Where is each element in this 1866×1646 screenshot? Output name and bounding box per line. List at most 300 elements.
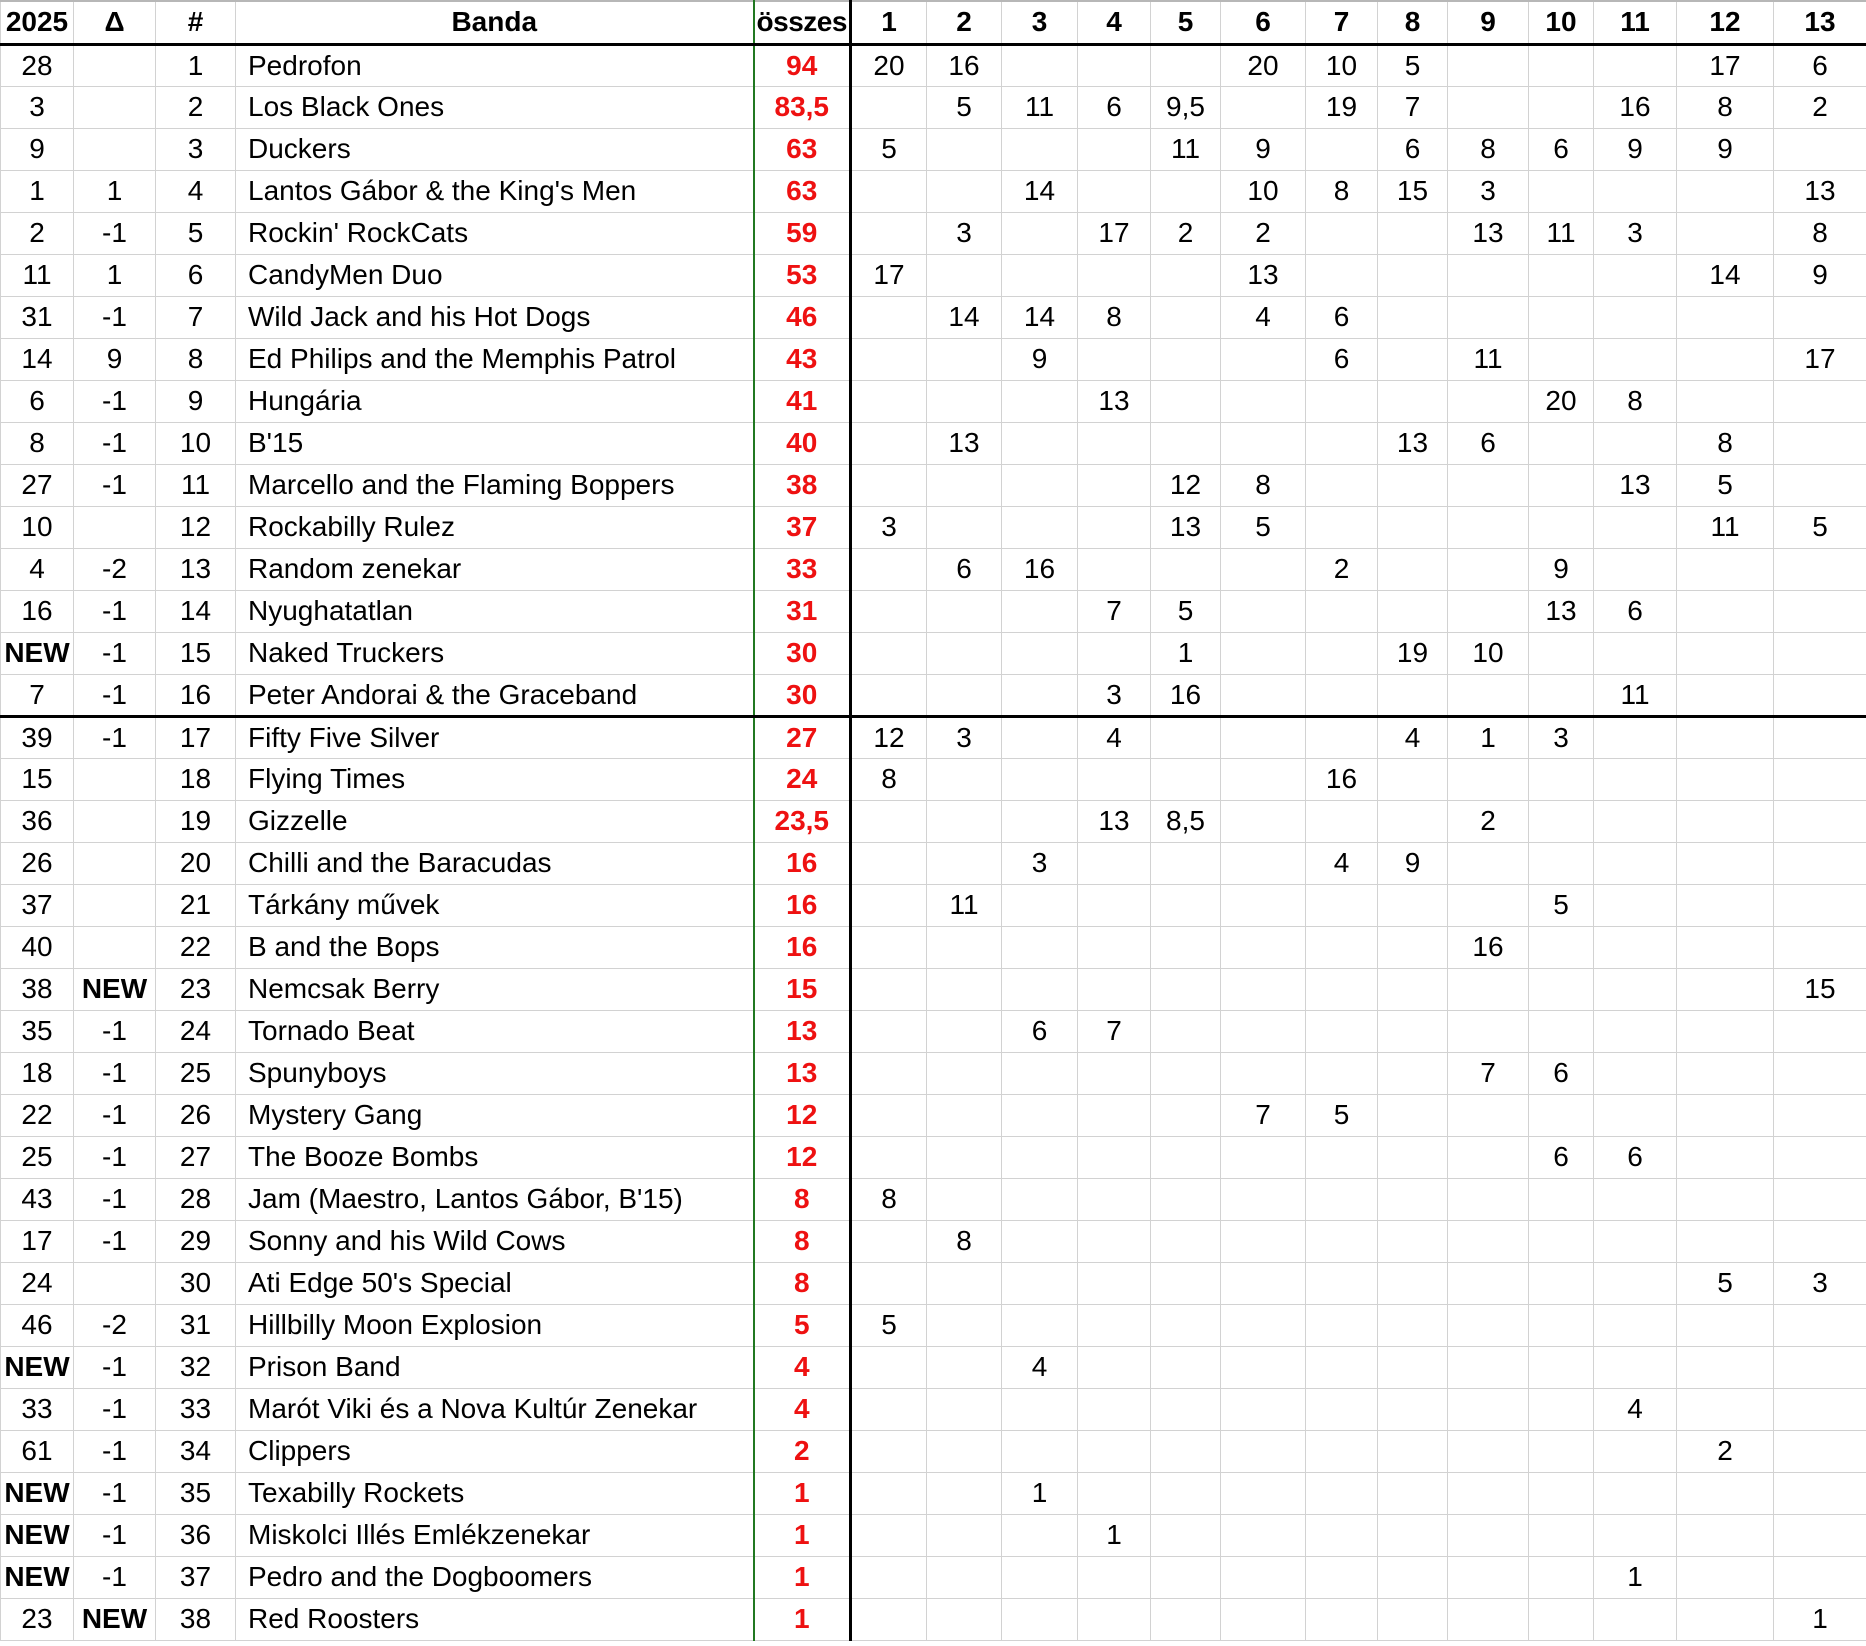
cell-week-4-score[interactable]: [1078, 1136, 1151, 1178]
cell-week-13-score[interactable]: [1774, 380, 1866, 422]
cell-delta[interactable]: [74, 758, 156, 800]
cell-week-5-score[interactable]: [1151, 380, 1221, 422]
cell-week-12-score[interactable]: [1677, 842, 1774, 884]
cell-week-11-score[interactable]: [1594, 1052, 1677, 1094]
cell-week-8-score[interactable]: [1378, 800, 1448, 842]
cell-delta[interactable]: -1: [74, 1094, 156, 1136]
cell-prev-position[interactable]: 38: [1, 968, 74, 1010]
cell-total-score[interactable]: 40: [754, 422, 851, 464]
cell-week-9-score[interactable]: [1448, 1136, 1529, 1178]
cell-prev-position[interactable]: NEW: [1, 1346, 74, 1388]
cell-week-11-score[interactable]: [1594, 506, 1677, 548]
cell-week-11-score[interactable]: [1594, 1094, 1677, 1136]
cell-week-8-score[interactable]: 5: [1378, 44, 1448, 86]
cell-week-8-score[interactable]: [1378, 380, 1448, 422]
cell-week-2-score[interactable]: [927, 1556, 1002, 1598]
cell-week-5-score[interactable]: [1151, 170, 1221, 212]
cell-week-7-score[interactable]: [1306, 1262, 1378, 1304]
cell-week-13-score[interactable]: 13: [1774, 170, 1866, 212]
cell-week-7-score[interactable]: 2: [1306, 548, 1378, 590]
cell-week-12-score[interactable]: 2: [1677, 1430, 1774, 1472]
cell-week-6-score[interactable]: [1221, 674, 1306, 716]
cell-week-1-score[interactable]: [851, 632, 927, 674]
cell-week-7-score[interactable]: [1306, 464, 1378, 506]
cell-week-7-score[interactable]: [1306, 1220, 1378, 1262]
cell-week-10-score[interactable]: [1529, 464, 1594, 506]
cell-week-5-score[interactable]: [1151, 884, 1221, 926]
header-week-1[interactable]: 1: [851, 1, 927, 44]
cell-prev-position[interactable]: 39: [1, 716, 74, 758]
cell-week-3-score[interactable]: 1: [1002, 1472, 1078, 1514]
cell-week-7-score[interactable]: 4: [1306, 842, 1378, 884]
cell-week-8-score[interactable]: [1378, 464, 1448, 506]
cell-week-1-score[interactable]: [851, 1472, 927, 1514]
cell-week-4-score[interactable]: [1078, 1262, 1151, 1304]
cell-week-3-score[interactable]: [1002, 1388, 1078, 1430]
cell-week-3-score[interactable]: 9: [1002, 338, 1078, 380]
cell-week-1-score[interactable]: [851, 380, 927, 422]
cell-week-9-score[interactable]: 1: [1448, 716, 1529, 758]
cell-week-6-score[interactable]: [1221, 548, 1306, 590]
cell-week-7-score[interactable]: [1306, 632, 1378, 674]
cell-week-13-score[interactable]: 9: [1774, 254, 1866, 296]
cell-week-9-score[interactable]: 6: [1448, 422, 1529, 464]
cell-week-4-score[interactable]: [1078, 884, 1151, 926]
cell-week-3-score[interactable]: [1002, 1136, 1078, 1178]
cell-week-8-score[interactable]: 6: [1378, 128, 1448, 170]
cell-week-3-score[interactable]: [1002, 1598, 1078, 1640]
cell-week-4-score[interactable]: 1: [1078, 1514, 1151, 1556]
cell-week-5-score[interactable]: 9,5: [1151, 86, 1221, 128]
cell-week-11-score[interactable]: [1594, 548, 1677, 590]
cell-rank[interactable]: 23: [156, 968, 236, 1010]
cell-week-11-score[interactable]: [1594, 1304, 1677, 1346]
cell-week-2-score[interactable]: 3: [927, 212, 1002, 254]
cell-week-10-score[interactable]: [1529, 1262, 1594, 1304]
cell-week-8-score[interactable]: [1378, 506, 1448, 548]
cell-week-8-score[interactable]: [1378, 212, 1448, 254]
cell-week-13-score[interactable]: [1774, 716, 1866, 758]
cell-total-score[interactable]: 1: [754, 1556, 851, 1598]
cell-week-10-score[interactable]: [1529, 296, 1594, 338]
cell-week-10-score[interactable]: [1529, 170, 1594, 212]
cell-week-7-score[interactable]: 6: [1306, 338, 1378, 380]
cell-week-1-score[interactable]: [851, 1430, 927, 1472]
cell-week-12-score[interactable]: [1677, 1094, 1774, 1136]
header-band[interactable]: Banda: [236, 1, 754, 44]
cell-week-9-score[interactable]: [1448, 968, 1529, 1010]
cell-rank[interactable]: 3: [156, 128, 236, 170]
cell-week-13-score[interactable]: [1774, 1388, 1866, 1430]
cell-week-2-score[interactable]: [927, 1346, 1002, 1388]
cell-week-6-score[interactable]: [1221, 632, 1306, 674]
cell-week-4-score[interactable]: [1078, 758, 1151, 800]
cell-delta[interactable]: -1: [74, 212, 156, 254]
cell-total-score[interactable]: 30: [754, 632, 851, 674]
cell-prev-position[interactable]: 16: [1, 590, 74, 632]
cell-week-2-score[interactable]: [927, 1304, 1002, 1346]
cell-week-1-score[interactable]: [851, 212, 927, 254]
cell-total-score[interactable]: 12: [754, 1094, 851, 1136]
cell-week-12-score[interactable]: [1677, 800, 1774, 842]
cell-week-6-score[interactable]: 10: [1221, 170, 1306, 212]
cell-week-9-score[interactable]: [1448, 1514, 1529, 1556]
cell-week-2-score[interactable]: [927, 506, 1002, 548]
cell-week-2-score[interactable]: [927, 254, 1002, 296]
cell-prev-position[interactable]: 18: [1, 1052, 74, 1094]
cell-week-12-score[interactable]: [1677, 548, 1774, 590]
cell-week-12-score[interactable]: [1677, 1598, 1774, 1640]
cell-total-score[interactable]: 13: [754, 1010, 851, 1052]
cell-prev-position[interactable]: 24: [1, 1262, 74, 1304]
cell-week-12-score[interactable]: 17: [1677, 44, 1774, 86]
cell-total-score[interactable]: 24: [754, 758, 851, 800]
cell-delta[interactable]: -1: [74, 1472, 156, 1514]
cell-total-score[interactable]: 30: [754, 674, 851, 716]
cell-week-4-score[interactable]: [1078, 1346, 1151, 1388]
cell-total-score[interactable]: 8: [754, 1262, 851, 1304]
cell-total-score[interactable]: 4: [754, 1388, 851, 1430]
cell-week-8-score[interactable]: 9: [1378, 842, 1448, 884]
cell-week-12-score[interactable]: 9: [1677, 128, 1774, 170]
cell-week-13-score[interactable]: 2: [1774, 86, 1866, 128]
cell-rank[interactable]: 24: [156, 1010, 236, 1052]
cell-week-10-score[interactable]: 11: [1529, 212, 1594, 254]
cell-band-name[interactable]: Pedrofon: [236, 44, 754, 86]
cell-band-name[interactable]: Hillbilly Moon Explosion: [236, 1304, 754, 1346]
cell-band-name[interactable]: Chilli and the Baracudas: [236, 842, 754, 884]
cell-week-10-score[interactable]: 20: [1529, 380, 1594, 422]
cell-week-6-score[interactable]: [1221, 1010, 1306, 1052]
cell-week-7-score[interactable]: [1306, 1388, 1378, 1430]
cell-week-7-score[interactable]: [1306, 254, 1378, 296]
cell-total-score[interactable]: 59: [754, 212, 851, 254]
cell-total-score[interactable]: 4: [754, 1346, 851, 1388]
cell-week-7-score[interactable]: [1306, 1136, 1378, 1178]
cell-week-1-score[interactable]: 5: [851, 1304, 927, 1346]
cell-week-9-score[interactable]: [1448, 590, 1529, 632]
cell-week-3-score[interactable]: [1002, 1556, 1078, 1598]
cell-week-12-score[interactable]: [1677, 1220, 1774, 1262]
cell-week-6-score[interactable]: [1221, 842, 1306, 884]
cell-week-10-score[interactable]: [1529, 632, 1594, 674]
cell-band-name[interactable]: Random zenekar: [236, 548, 754, 590]
cell-week-1-score[interactable]: [851, 1220, 927, 1262]
cell-week-2-score[interactable]: [927, 1430, 1002, 1472]
cell-week-2-score[interactable]: 6: [927, 548, 1002, 590]
cell-week-12-score[interactable]: [1677, 758, 1774, 800]
cell-rank[interactable]: 26: [156, 1094, 236, 1136]
cell-week-10-score[interactable]: [1529, 254, 1594, 296]
cell-week-11-score[interactable]: 16: [1594, 86, 1677, 128]
cell-band-name[interactable]: Texabilly Rockets: [236, 1472, 754, 1514]
cell-delta[interactable]: -1: [74, 1514, 156, 1556]
cell-rank[interactable]: 19: [156, 800, 236, 842]
cell-week-6-score[interactable]: [1221, 1598, 1306, 1640]
cell-week-6-score[interactable]: 2: [1221, 212, 1306, 254]
cell-week-11-score[interactable]: [1594, 716, 1677, 758]
cell-week-6-score[interactable]: 9: [1221, 128, 1306, 170]
cell-week-11-score[interactable]: [1594, 1598, 1677, 1640]
cell-week-2-score[interactable]: 5: [927, 86, 1002, 128]
cell-week-12-score[interactable]: 5: [1677, 1262, 1774, 1304]
cell-total-score[interactable]: 1: [754, 1598, 851, 1640]
cell-delta[interactable]: NEW: [74, 968, 156, 1010]
cell-week-12-score[interactable]: [1677, 1304, 1774, 1346]
cell-week-1-score[interactable]: [851, 170, 927, 212]
cell-band-name[interactable]: CandyMen Duo: [236, 254, 754, 296]
cell-rank[interactable]: 4: [156, 170, 236, 212]
cell-total-score[interactable]: 37: [754, 506, 851, 548]
cell-week-12-score[interactable]: [1677, 1346, 1774, 1388]
cell-week-11-score[interactable]: 1: [1594, 1556, 1677, 1598]
cell-week-12-score[interactable]: [1677, 338, 1774, 380]
cell-prev-position[interactable]: 31: [1, 296, 74, 338]
cell-week-4-score[interactable]: [1078, 1220, 1151, 1262]
cell-week-2-score[interactable]: [927, 170, 1002, 212]
cell-week-6-score[interactable]: [1221, 1178, 1306, 1220]
cell-rank[interactable]: 31: [156, 1304, 236, 1346]
cell-week-7-score[interactable]: [1306, 1010, 1378, 1052]
cell-week-9-score[interactable]: [1448, 1472, 1529, 1514]
cell-week-1-score[interactable]: [851, 548, 927, 590]
cell-band-name[interactable]: Lantos Gábor & the King's Men: [236, 170, 754, 212]
cell-week-3-score[interactable]: [1002, 758, 1078, 800]
cell-week-13-score[interactable]: [1774, 926, 1866, 968]
cell-week-5-score[interactable]: [1151, 968, 1221, 1010]
cell-week-2-score[interactable]: [927, 1178, 1002, 1220]
cell-band-name[interactable]: Miskolci Illés Emlékzenekar: [236, 1514, 754, 1556]
cell-delta[interactable]: -1: [74, 674, 156, 716]
cell-week-11-score[interactable]: [1594, 1472, 1677, 1514]
cell-week-13-score[interactable]: [1774, 296, 1866, 338]
cell-week-3-score[interactable]: [1002, 884, 1078, 926]
header-week-5[interactable]: 5: [1151, 1, 1221, 44]
cell-week-6-score[interactable]: [1221, 1514, 1306, 1556]
cell-week-3-score[interactable]: [1002, 926, 1078, 968]
cell-delta[interactable]: 1: [74, 170, 156, 212]
cell-week-3-score[interactable]: [1002, 254, 1078, 296]
cell-rank[interactable]: 20: [156, 842, 236, 884]
cell-week-6-score[interactable]: 8: [1221, 464, 1306, 506]
cell-week-2-score[interactable]: [927, 1514, 1002, 1556]
cell-week-11-score[interactable]: 3: [1594, 212, 1677, 254]
cell-week-12-score[interactable]: [1677, 632, 1774, 674]
cell-week-13-score[interactable]: [1774, 422, 1866, 464]
cell-delta[interactable]: -1: [74, 716, 156, 758]
cell-week-8-score[interactable]: [1378, 1598, 1448, 1640]
cell-week-1-score[interactable]: 12: [851, 716, 927, 758]
cell-week-13-score[interactable]: 1: [1774, 1598, 1866, 1640]
cell-week-13-score[interactable]: 5: [1774, 506, 1866, 548]
cell-week-2-score[interactable]: [927, 464, 1002, 506]
cell-week-7-score[interactable]: 16: [1306, 758, 1378, 800]
cell-week-9-score[interactable]: [1448, 44, 1529, 86]
cell-week-2-score[interactable]: [927, 1388, 1002, 1430]
cell-week-10-score[interactable]: [1529, 1346, 1594, 1388]
cell-delta[interactable]: -1: [74, 1556, 156, 1598]
cell-rank[interactable]: 35: [156, 1472, 236, 1514]
cell-week-10-score[interactable]: [1529, 1430, 1594, 1472]
cell-week-7-score[interactable]: [1306, 674, 1378, 716]
cell-week-1-score[interactable]: [851, 464, 927, 506]
cell-week-5-score[interactable]: [1151, 716, 1221, 758]
cell-week-13-score[interactable]: [1774, 1010, 1866, 1052]
cell-week-7-score[interactable]: [1306, 1514, 1378, 1556]
cell-week-7-score[interactable]: [1306, 422, 1378, 464]
cell-total-score[interactable]: 53: [754, 254, 851, 296]
cell-week-6-score[interactable]: [1221, 1388, 1306, 1430]
cell-week-2-score[interactable]: 16: [927, 44, 1002, 86]
cell-band-name[interactable]: B'15: [236, 422, 754, 464]
cell-week-12-score[interactable]: [1677, 296, 1774, 338]
cell-band-name[interactable]: Rockin' RockCats: [236, 212, 754, 254]
cell-week-4-score[interactable]: [1078, 338, 1151, 380]
cell-week-5-score[interactable]: [1151, 1304, 1221, 1346]
cell-week-10-score[interactable]: 6: [1529, 128, 1594, 170]
cell-delta[interactable]: -1: [74, 1430, 156, 1472]
cell-week-7-score[interactable]: [1306, 884, 1378, 926]
cell-week-7-score[interactable]: [1306, 506, 1378, 548]
cell-week-1-score[interactable]: [851, 1136, 927, 1178]
cell-week-10-score[interactable]: 5: [1529, 884, 1594, 926]
header-week-12[interactable]: 12: [1677, 1, 1774, 44]
cell-week-3-score[interactable]: [1002, 128, 1078, 170]
cell-week-7-score[interactable]: [1306, 1472, 1378, 1514]
cell-week-4-score[interactable]: 3: [1078, 674, 1151, 716]
cell-week-9-score[interactable]: 10: [1448, 632, 1529, 674]
cell-week-8-score[interactable]: [1378, 338, 1448, 380]
cell-prev-position[interactable]: 3: [1, 86, 74, 128]
cell-week-13-score[interactable]: [1774, 1556, 1866, 1598]
cell-rank[interactable]: 16: [156, 674, 236, 716]
cell-week-8-score[interactable]: 15: [1378, 170, 1448, 212]
cell-week-13-score[interactable]: [1774, 1514, 1866, 1556]
cell-week-11-score[interactable]: 13: [1594, 464, 1677, 506]
cell-week-5-score[interactable]: 1: [1151, 632, 1221, 674]
cell-week-1-score[interactable]: [851, 1388, 927, 1430]
cell-rank[interactable]: 13: [156, 548, 236, 590]
cell-week-8-score[interactable]: [1378, 1514, 1448, 1556]
cell-week-3-score[interactable]: [1002, 1430, 1078, 1472]
cell-week-4-score[interactable]: [1078, 1556, 1151, 1598]
cell-week-5-score[interactable]: 16: [1151, 674, 1221, 716]
cell-total-score[interactable]: 5: [754, 1304, 851, 1346]
cell-band-name[interactable]: Ati Edge 50's Special: [236, 1262, 754, 1304]
cell-week-4-score[interactable]: [1078, 842, 1151, 884]
cell-week-7-score[interactable]: [1306, 1052, 1378, 1094]
cell-week-2-score[interactable]: 8: [927, 1220, 1002, 1262]
cell-total-score[interactable]: 15: [754, 968, 851, 1010]
cell-rank[interactable]: 8: [156, 338, 236, 380]
header-week-4[interactable]: 4: [1078, 1, 1151, 44]
cell-week-8-score[interactable]: [1378, 758, 1448, 800]
cell-week-5-score[interactable]: [1151, 548, 1221, 590]
cell-week-1-score[interactable]: [851, 296, 927, 338]
cell-week-10-score[interactable]: [1529, 800, 1594, 842]
cell-week-3-score[interactable]: [1002, 590, 1078, 632]
cell-week-6-score[interactable]: 7: [1221, 1094, 1306, 1136]
cell-prev-position[interactable]: 7: [1, 674, 74, 716]
cell-band-name[interactable]: Pedro and the Dogboomers: [236, 1556, 754, 1598]
cell-week-3-score[interactable]: [1002, 464, 1078, 506]
cell-total-score[interactable]: 16: [754, 926, 851, 968]
cell-delta[interactable]: -1: [74, 1178, 156, 1220]
cell-rank[interactable]: 9: [156, 380, 236, 422]
cell-week-12-score[interactable]: [1677, 968, 1774, 1010]
cell-week-5-score[interactable]: [1151, 1262, 1221, 1304]
cell-week-1-score[interactable]: [851, 422, 927, 464]
cell-rank[interactable]: 22: [156, 926, 236, 968]
cell-week-12-score[interactable]: [1677, 212, 1774, 254]
cell-week-6-score[interactable]: [1221, 380, 1306, 422]
cell-week-7-score[interactable]: [1306, 1598, 1378, 1640]
cell-prev-position[interactable]: 23: [1, 1598, 74, 1640]
cell-prev-position[interactable]: 25: [1, 1136, 74, 1178]
cell-week-11-score[interactable]: [1594, 842, 1677, 884]
cell-week-7-score[interactable]: [1306, 212, 1378, 254]
cell-week-1-score[interactable]: 20: [851, 44, 927, 86]
cell-week-7-score[interactable]: [1306, 1178, 1378, 1220]
cell-week-3-score[interactable]: [1002, 212, 1078, 254]
cell-week-3-score[interactable]: [1002, 716, 1078, 758]
cell-week-1-score[interactable]: 17: [851, 254, 927, 296]
cell-week-12-score[interactable]: 8: [1677, 422, 1774, 464]
cell-week-8-score[interactable]: [1378, 1178, 1448, 1220]
cell-delta[interactable]: 1: [74, 254, 156, 296]
cell-total-score[interactable]: 33: [754, 548, 851, 590]
cell-week-10-score[interactable]: [1529, 1220, 1594, 1262]
cell-week-10-score[interactable]: 13: [1529, 590, 1594, 632]
cell-week-8-score[interactable]: [1378, 1262, 1448, 1304]
cell-week-5-score[interactable]: [1151, 1136, 1221, 1178]
cell-week-10-score[interactable]: 6: [1529, 1052, 1594, 1094]
cell-week-13-score[interactable]: [1774, 674, 1866, 716]
cell-week-13-score[interactable]: 8: [1774, 212, 1866, 254]
cell-week-10-score[interactable]: 9: [1529, 548, 1594, 590]
cell-rank[interactable]: 15: [156, 632, 236, 674]
cell-week-4-score[interactable]: [1078, 464, 1151, 506]
cell-week-8-score[interactable]: 4: [1378, 716, 1448, 758]
cell-prev-position[interactable]: 43: [1, 1178, 74, 1220]
cell-prev-position[interactable]: 26: [1, 842, 74, 884]
cell-week-1-score[interactable]: [851, 842, 927, 884]
cell-band-name[interactable]: Marcello and the Flaming Boppers: [236, 464, 754, 506]
cell-week-10-score[interactable]: [1529, 1094, 1594, 1136]
cell-week-11-score[interactable]: [1594, 926, 1677, 968]
cell-week-5-score[interactable]: [1151, 44, 1221, 86]
cell-prev-position[interactable]: NEW: [1, 1472, 74, 1514]
cell-week-10-score[interactable]: [1529, 338, 1594, 380]
cell-total-score[interactable]: 13: [754, 1052, 851, 1094]
cell-week-3-score[interactable]: 11: [1002, 86, 1078, 128]
cell-week-1-score[interactable]: [851, 86, 927, 128]
cell-rank[interactable]: 2: [156, 86, 236, 128]
cell-total-score[interactable]: 31: [754, 590, 851, 632]
cell-week-10-score[interactable]: [1529, 968, 1594, 1010]
cell-week-2-score[interactable]: [927, 758, 1002, 800]
cell-week-11-score[interactable]: [1594, 338, 1677, 380]
cell-band-name[interactable]: Hungária: [236, 380, 754, 422]
cell-week-4-score[interactable]: 4: [1078, 716, 1151, 758]
header-week-3[interactable]: 3: [1002, 1, 1078, 44]
cell-week-13-score[interactable]: 6: [1774, 44, 1866, 86]
cell-week-8-score[interactable]: [1378, 296, 1448, 338]
cell-delta[interactable]: 9: [74, 338, 156, 380]
cell-week-13-score[interactable]: 15: [1774, 968, 1866, 1010]
cell-week-13-score[interactable]: [1774, 884, 1866, 926]
cell-delta[interactable]: -2: [74, 548, 156, 590]
